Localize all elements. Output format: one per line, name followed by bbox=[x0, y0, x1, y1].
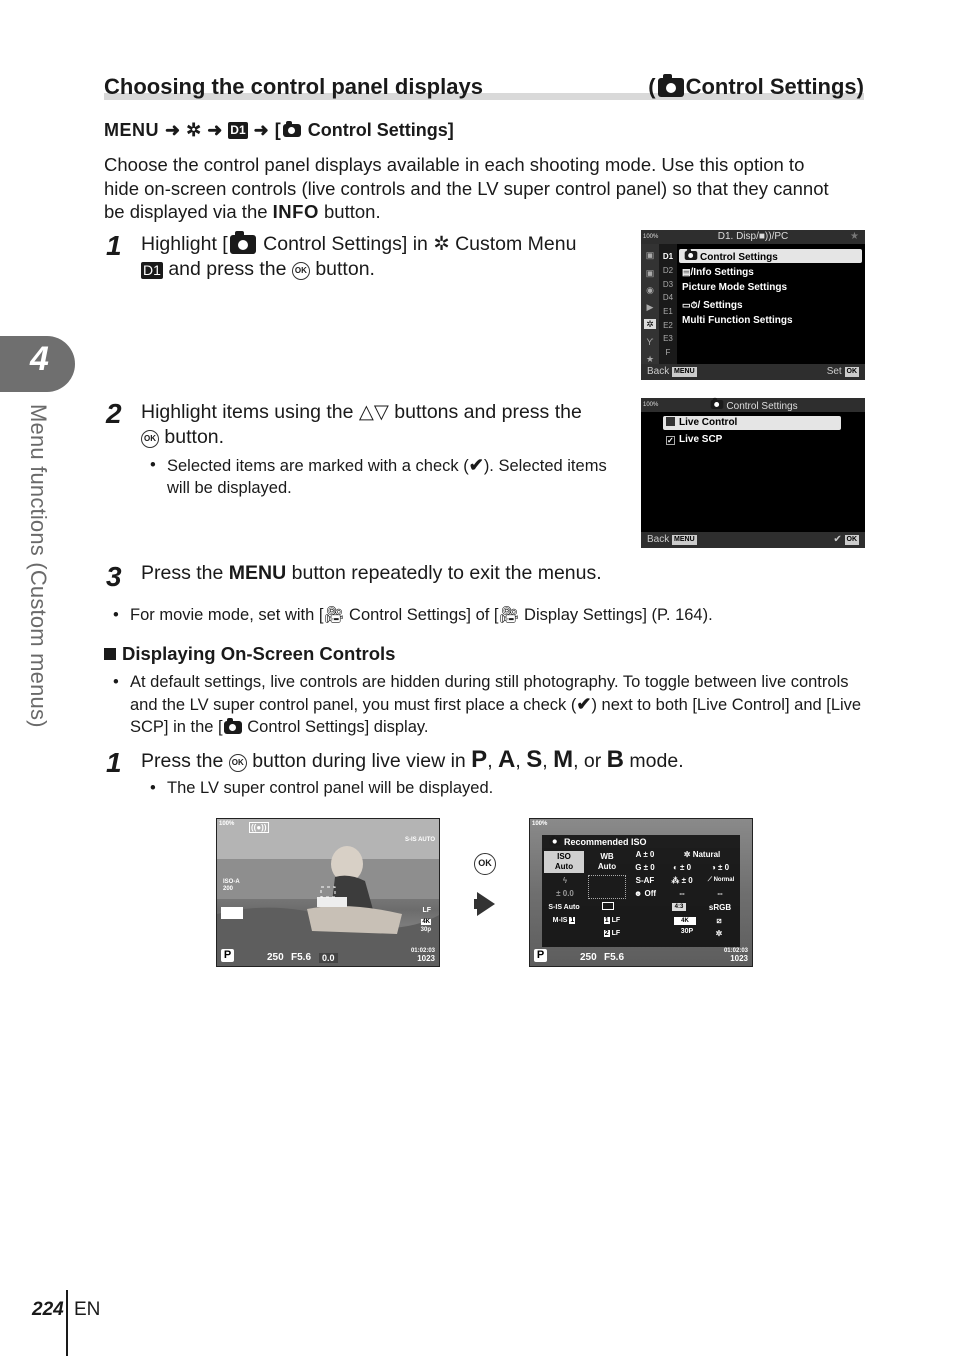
camera-icon bbox=[230, 235, 256, 254]
heading-control-settings: Control Settings) bbox=[685, 74, 864, 99]
back-label: Back bbox=[647, 534, 670, 545]
scp-quality-1[interactable] bbox=[592, 915, 632, 926]
picture-mode-icon: ✲ bbox=[683, 850, 693, 859]
menu-tab-column bbox=[641, 244, 659, 364]
step1-t2: Control Settings] in bbox=[257, 233, 434, 255]
camera-icon bbox=[224, 721, 242, 734]
scp-color-space[interactable]: sRGB bbox=[708, 903, 732, 912]
step4-t1: Press the bbox=[141, 750, 229, 772]
bracket-open: [ bbox=[274, 120, 281, 140]
saturation-icon: ⁂ bbox=[671, 876, 682, 885]
mymenu-star-icon[interactable]: ★ bbox=[645, 354, 655, 364]
menu-button-icon: MENU bbox=[674, 536, 695, 543]
custom-menu-gear-icon[interactable]: ✲ bbox=[644, 319, 656, 329]
down-arrow-icon: ▽ bbox=[373, 401, 389, 423]
step1-t3: Custom Menu bbox=[449, 233, 577, 255]
focus-icon bbox=[221, 907, 243, 919]
aperture: F5.6 bbox=[604, 952, 625, 963]
quality-slot-1: 1 bbox=[604, 917, 609, 924]
shots-remaining: 1023 bbox=[730, 954, 748, 963]
step3-t2: button repeatedly to exit the menus. bbox=[286, 562, 602, 584]
mode-m: M bbox=[553, 746, 574, 773]
scp-saturation[interactable] bbox=[666, 875, 698, 886]
arrow-icon: ➜ bbox=[165, 120, 181, 140]
scp-dash-2[interactable]: -- bbox=[717, 889, 723, 898]
scp-video-resolution[interactable]: 4K bbox=[674, 917, 696, 925]
scp-contrast[interactable] bbox=[704, 862, 736, 873]
step-number-1b: 1 bbox=[106, 747, 122, 778]
set-hint bbox=[827, 366, 859, 377]
submenu-column bbox=[659, 244, 677, 364]
screen-header bbox=[641, 398, 865, 412]
check-icon: ✔ bbox=[576, 694, 592, 714]
check-icon: ✔ bbox=[468, 455, 484, 475]
menu-button-icon: MENU bbox=[674, 368, 695, 375]
menu-item-label: Multi Function Settings bbox=[682, 315, 793, 326]
camera-icon bbox=[283, 124, 301, 137]
subtab-d2[interactable]: D2 bbox=[662, 266, 674, 275]
arrow-icon: ➜ bbox=[253, 120, 269, 140]
movie-note-t3: Display Settings] (P. 164). bbox=[519, 606, 713, 624]
sharpness-icon: ◐ bbox=[672, 863, 680, 872]
ok-button-icon: OK bbox=[846, 536, 857, 543]
scp-dash-1[interactable]: -- bbox=[679, 889, 685, 898]
step4-t2: button during live view in bbox=[246, 750, 472, 772]
scp-edit-icon[interactable]: ⧄ bbox=[716, 916, 722, 925]
super-control-panel-view bbox=[529, 818, 753, 967]
chapter-number: 4 bbox=[30, 340, 49, 378]
record-time: 01:02:03 bbox=[723, 948, 748, 954]
step3-t1: Press the bbox=[141, 562, 229, 584]
step-2-text bbox=[141, 400, 621, 450]
shooting-menu-2-icon[interactable]: ▣ bbox=[645, 268, 655, 278]
step1-t4: and press the bbox=[162, 258, 292, 280]
page-language: EN bbox=[74, 1299, 101, 1320]
menu-path bbox=[104, 120, 454, 141]
aperture: F5.6 bbox=[291, 952, 312, 963]
wb-value: Auto bbox=[597, 862, 617, 871]
section-heading bbox=[104, 72, 864, 104]
ok-button-icon: OK bbox=[474, 853, 496, 875]
option-label: Live Control bbox=[679, 417, 738, 428]
set-label: Set bbox=[826, 366, 842, 377]
sharpness-value: ± 0 bbox=[680, 863, 692, 872]
scp-wb-green[interactable]: G ± 0 bbox=[635, 863, 655, 872]
subtab-d4[interactable]: D4 bbox=[662, 293, 674, 302]
step-1b-text bbox=[141, 747, 841, 774]
menu-item-control-settings[interactable] bbox=[679, 249, 862, 263]
screen-footer bbox=[641, 364, 865, 380]
scp-sharpness[interactable] bbox=[666, 862, 698, 873]
camera-icon bbox=[658, 78, 684, 97]
movie-camera-icon: 🎥︎ bbox=[498, 606, 520, 624]
comma: , bbox=[487, 750, 499, 772]
gear-icon: ✲ bbox=[433, 233, 450, 255]
gear-icon: ✲ bbox=[186, 120, 202, 140]
subtab-e2[interactable]: E2 bbox=[663, 321, 673, 330]
step2-bullet-t2: ). Selected items will be displayed. bbox=[167, 457, 607, 497]
video-menu-icon[interactable]: ◉ bbox=[646, 285, 654, 295]
gradation-value: Normal bbox=[713, 877, 735, 883]
step4-t3: mode. bbox=[624, 750, 684, 772]
scp-picture-mode[interactable] bbox=[672, 849, 732, 860]
movie-camera-icon: 🎥︎ bbox=[323, 606, 345, 624]
contrast-icon: ◑ bbox=[710, 863, 718, 872]
menu-keyword: MENU bbox=[228, 562, 287, 584]
iso-value: 200 bbox=[223, 886, 234, 892]
menu-item-info-settings[interactable] bbox=[679, 265, 862, 279]
iso-readout bbox=[223, 879, 240, 893]
scp-flash-comp[interactable]: ± 0.0 bbox=[556, 889, 574, 898]
ok-button-icon: OK bbox=[292, 262, 310, 280]
menu-item-picture-mode-settings[interactable] bbox=[679, 281, 862, 295]
step-number-3: 3 bbox=[106, 561, 122, 592]
or-text: , or bbox=[573, 750, 607, 772]
iso-label: ISO-A bbox=[223, 879, 240, 885]
scp-title bbox=[542, 835, 740, 848]
movie-is-label: M-IS bbox=[552, 917, 568, 924]
default-note-t2: ) next to both [Live Control] and [Live SCP] in the [ bbox=[130, 696, 862, 736]
step-2-bullet bbox=[167, 454, 627, 499]
scp-af-target[interactable] bbox=[588, 875, 626, 899]
right-arrow-icon bbox=[477, 892, 495, 916]
quality-value-1: LF bbox=[611, 917, 621, 924]
back-hint bbox=[647, 534, 697, 545]
scp-image-stabilizer[interactable]: S-IS Auto bbox=[548, 904, 580, 911]
comma: , bbox=[542, 750, 554, 772]
step2-bullet-t1: Selected items are marked with a check ( bbox=[167, 457, 469, 475]
mode-s: S bbox=[526, 746, 543, 773]
step2-t3: button. bbox=[159, 426, 225, 448]
record-time: 01:02:03 bbox=[410, 948, 435, 954]
chapter-title: Menu functions (Custom menus) bbox=[26, 404, 51, 728]
scp-wb-cell[interactable] bbox=[587, 851, 627, 873]
camera-icon bbox=[550, 838, 561, 846]
picture-mode-value: Natural bbox=[692, 850, 721, 859]
shutter-speed: 250 bbox=[580, 952, 597, 963]
shutter-speed: 250 bbox=[267, 952, 284, 963]
screen-title: Control Settings bbox=[726, 401, 798, 412]
checkbox-unchecked[interactable] bbox=[666, 417, 675, 426]
saturation-value: ± 0 bbox=[681, 876, 693, 885]
face-priority-value: Off bbox=[644, 889, 657, 898]
subtab-e3[interactable]: E3 bbox=[663, 334, 673, 343]
heading-menu-name bbox=[648, 74, 864, 100]
screen-footer bbox=[641, 532, 865, 548]
iso-value: Auto bbox=[554, 862, 574, 871]
battery-indicator: 100% bbox=[643, 402, 659, 408]
subheading-text: Displaying On-Screen Controls bbox=[122, 643, 396, 664]
menu-item-label: Picture Mode Settings bbox=[682, 282, 788, 293]
screen-title: D1. Disp/■))/PC bbox=[717, 231, 789, 242]
step-3-text bbox=[141, 561, 841, 586]
movie-is-value: 1 bbox=[570, 917, 575, 924]
ok-button-icon: OK bbox=[141, 430, 159, 448]
scp-gear-icon[interactable]: ✲ bbox=[715, 929, 723, 938]
quality-slot-2: 2 bbox=[604, 930, 609, 937]
step-number-1: 1 bbox=[106, 230, 122, 261]
step-1b-bullet: • The LV super control panel will be displayed. bbox=[167, 777, 767, 799]
contrast-value: ± 0 bbox=[718, 863, 730, 872]
info-keyword: INFO bbox=[272, 201, 319, 222]
square-bullet-icon bbox=[104, 648, 116, 660]
option-live-scp[interactable] bbox=[663, 433, 841, 447]
up-arrow-icon: △ bbox=[358, 401, 374, 423]
camera-icon bbox=[711, 400, 724, 409]
mode-a: A bbox=[498, 746, 516, 773]
video-framerate: 30p bbox=[420, 927, 431, 933]
step2-t1: Highlight items using the bbox=[141, 401, 359, 423]
mode-p-badge: P bbox=[221, 949, 234, 962]
quality-label: LF bbox=[422, 907, 431, 914]
intro-text-2: button. bbox=[318, 201, 381, 222]
custom-menu-screen bbox=[641, 230, 865, 380]
subheading bbox=[104, 643, 395, 665]
scp-video-framerate[interactable]: 30P bbox=[680, 928, 694, 935]
battery-indicator: 100% bbox=[219, 821, 235, 827]
shooting-menu-1-icon[interactable]: ▣ bbox=[645, 250, 655, 260]
subtab-d3[interactable]: D3 bbox=[662, 280, 674, 289]
menu-path-item: Control Settings] bbox=[307, 120, 454, 140]
subtab-e1[interactable]: E1 bbox=[663, 307, 673, 316]
scp-quality-2[interactable] bbox=[592, 928, 632, 939]
star-icon: ★ bbox=[850, 231, 859, 242]
scp-face-priority[interactable] bbox=[630, 888, 660, 899]
scp-flash-icon[interactable]: ϟ bbox=[562, 876, 568, 885]
back-hint bbox=[647, 366, 697, 377]
screen-header bbox=[641, 230, 865, 244]
default-settings-note bbox=[130, 671, 870, 738]
exposure-comp: 0.0 bbox=[319, 953, 338, 963]
comma: , bbox=[515, 750, 527, 772]
page-number: 224 bbox=[32, 1299, 64, 1320]
check-hint bbox=[833, 534, 859, 545]
shots-remaining: 1023 bbox=[417, 954, 435, 963]
menu-item-label: / Settings bbox=[697, 300, 743, 311]
menu-item-multi-function-settings[interactable] bbox=[679, 314, 862, 328]
scp-movie-is[interactable] bbox=[544, 915, 584, 926]
mode-p-badge: P bbox=[534, 949, 547, 962]
quality-value-2: LF bbox=[611, 930, 621, 937]
checkbox-checked[interactable]: ✓ bbox=[667, 436, 674, 445]
step1-t5: button. bbox=[309, 258, 375, 280]
option-label: Live SCP bbox=[679, 434, 723, 445]
scp-drive-mode[interactable] bbox=[602, 902, 614, 910]
super-control-panel bbox=[542, 835, 740, 947]
movie-mode-note bbox=[130, 604, 860, 626]
ok-button-icon: OK bbox=[846, 368, 857, 375]
menu-item-drive-settings[interactable] bbox=[679, 298, 862, 312]
subtab-d1[interactable]: D1 bbox=[662, 252, 674, 261]
mode-b: B bbox=[606, 746, 625, 773]
scp-aspect-ratio[interactable]: 4:3 bbox=[672, 903, 686, 911]
movie-note-t1: For movie mode, set with [ bbox=[130, 606, 324, 624]
control-settings-screen bbox=[641, 398, 865, 548]
step-1-text bbox=[141, 232, 621, 282]
setup-menu-wrench-icon[interactable]: ϒ bbox=[646, 337, 654, 347]
ok-button-icon: OK bbox=[229, 754, 247, 772]
iso-label: ISO bbox=[557, 852, 571, 861]
scp-gradation[interactable] bbox=[704, 875, 738, 886]
battery-indicator: 100% bbox=[532, 821, 548, 827]
scp-title-text: Recommended ISO bbox=[564, 837, 647, 847]
intro-paragraph bbox=[104, 153, 844, 224]
intro-text-1: Choose the control panel displays available in each shooting mode. Use this option to hide on-screen controls (live controls and the LV super control panel) so that they cannot be displayed via the bbox=[104, 154, 829, 222]
info-display-icon: ▤ bbox=[682, 267, 691, 277]
gradation-icon: ⟋ bbox=[707, 877, 714, 883]
step2-t2: buttons and press the bbox=[388, 401, 582, 423]
subtab-f[interactable]: F bbox=[665, 348, 671, 357]
video-resolution: 4K bbox=[422, 919, 430, 925]
heading-title: Choosing the control panel displays bbox=[104, 74, 483, 99]
default-note-t3: Control Settings] display. bbox=[242, 718, 429, 736]
scp-af-mode[interactable]: S-AF bbox=[635, 876, 655, 885]
mode-p: P bbox=[471, 746, 488, 773]
menu-item-label: Control Settings bbox=[700, 252, 778, 263]
check-icon: ✔ bbox=[833, 534, 842, 545]
playback-menu-icon[interactable]: ▶ bbox=[646, 302, 654, 312]
option-live-control[interactable] bbox=[663, 416, 841, 430]
d1-icon: D1 bbox=[230, 123, 246, 137]
stabilizer-icon: ((●)) bbox=[251, 823, 267, 832]
scp-iso-cell[interactable] bbox=[544, 851, 584, 873]
camera-icon bbox=[685, 251, 698, 260]
face-icon: ☻ bbox=[633, 889, 645, 898]
step1-t1: Highlight [ bbox=[141, 233, 228, 255]
d1-icon: D1 bbox=[143, 262, 161, 278]
drive-mode-icon: ▭⏱ bbox=[682, 300, 698, 310]
step-number-2: 2 bbox=[106, 398, 122, 429]
menu-item-label: /Info Settings bbox=[690, 267, 754, 278]
back-label: Back bbox=[647, 366, 670, 377]
live-view-photo bbox=[216, 818, 440, 967]
battery-indicator: 100% bbox=[643, 234, 659, 240]
chapter-title-vertical bbox=[25, 404, 55, 784]
default-note-t1: At default settings, live controls are hidden during still photography. To toggle between live controls and the LV super control panel, you must first place a check ( bbox=[130, 673, 849, 714]
menu-keyword: MENU bbox=[104, 120, 159, 140]
heading-paren: ( bbox=[648, 74, 656, 99]
wb-label: WB bbox=[600, 852, 614, 861]
scp-wb-amber[interactable]: A ± 0 bbox=[635, 850, 655, 859]
page-divider bbox=[66, 1290, 68, 1356]
is-mode-label: S-IS AUTO bbox=[404, 837, 435, 843]
arrow-icon: ➜ bbox=[207, 120, 223, 140]
movie-note-t2: Control Settings] of [ bbox=[344, 606, 499, 624]
